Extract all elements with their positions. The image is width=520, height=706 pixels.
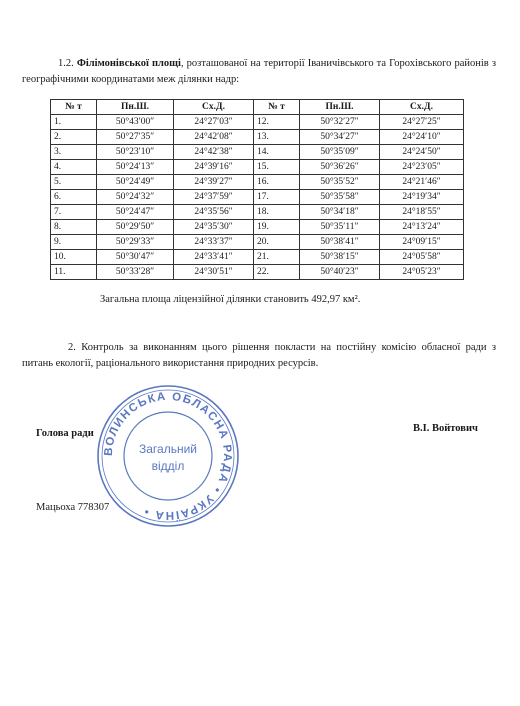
total-area: Загальна площа ліцензійної ділянки становить 492,97 км². [100,294,361,305]
table-row [51,160,464,175]
table-row [51,205,464,220]
point-number: 8. [51,220,97,235]
table-row [51,190,464,205]
latitude-cell: 50°24′47″ [97,205,174,220]
longitude-cell: 24°39′27″ [174,175,254,190]
header-point-number: № т [254,100,300,115]
table-row [51,265,464,280]
point-number: 5. [51,175,97,190]
latitude-cell: 50°24′13″ [97,160,174,175]
point-number: 7. [51,205,97,220]
longitude-cell: 24°13′24″ [380,220,464,235]
latitude-cell: 50°35′09″ [300,145,380,160]
point-number: 1. [51,115,97,130]
table-row [51,115,464,130]
longitude-cell: 24°24′50″ [380,145,464,160]
point-number: 17. [254,190,300,205]
latitude-cell: 50°38′15″ [300,250,380,265]
paragraph-2: 2. Контроль за виконанням цього рішення покласти на постійну комісію обласної ради з питань екології, раціонального використання природних ресурсів. [22,342,496,369]
longitude-cell: 24°27′25″ [380,115,464,130]
point-number: 4. [51,160,97,175]
longitude-cell: 24°24′10″ [380,130,464,145]
coordinates-table [50,99,464,280]
longitude-cell: 24°35′30″ [174,220,254,235]
table-row [51,145,464,160]
table-row [51,235,464,250]
official-seal [93,381,243,531]
longitude-cell: 24°39′16″ [174,160,254,175]
point-number: 6. [51,190,97,205]
point-number: 22. [254,265,300,280]
point-number: 12. [254,115,300,130]
latitude-cell: 50°27′35″ [97,130,174,145]
latitude-cell: 50°30′47″ [97,250,174,265]
header-longitude: Сх.Д. [174,100,254,115]
longitude-cell: 24°30′51″ [174,265,254,280]
longitude-cell: 24°35′56″ [174,205,254,220]
longitude-cell: 24°27′03″ [174,115,254,130]
latitude-cell: 50°29′50″ [97,220,174,235]
point-number: 19. [254,220,300,235]
longitude-cell: 24°42′08″ [174,130,254,145]
latitude-cell: 50°32′27″ [300,115,380,130]
header-latitude: Пн.Ш. [300,100,380,115]
longitude-cell: 24°23′05″ [380,160,464,175]
point-number: 20. [254,235,300,250]
table-body [51,115,464,280]
point-number: 18. [254,205,300,220]
longitude-cell: 24°05′58″ [380,250,464,265]
signature-label: Голова ради [36,428,94,439]
longitude-cell: 24°21′46″ [380,175,464,190]
longitude-cell: 24°09′15″ [380,235,464,250]
header-point-number: № т [51,100,97,115]
point-number: 2. [51,130,97,145]
longitude-cell: 24°33′41″ [174,250,254,265]
latitude-cell: 50°40′23″ [300,265,380,280]
point-number: 3. [51,145,97,160]
signatory-name: В.І. Войтович [413,423,478,434]
longitude-cell: 24°19′34″ [380,190,464,205]
latitude-cell: 50°24′32″ [97,190,174,205]
latitude-cell: 50°34′18″ [300,205,380,220]
point-number: 13. [254,130,300,145]
paragraph-1-2 [22,56,496,88]
latitude-cell: 50°23′10″ [97,145,174,160]
longitude-cell: 24°42′38″ [174,145,254,160]
longitude-cell: 24°33′37″ [174,235,254,250]
field-name: Філімонівської площі [76,58,181,69]
point-number: 15. [254,160,300,175]
header-latitude: Пн.Ш. [97,100,174,115]
header-longitude: Сх.Д. [380,100,464,115]
point-number: 10. [51,250,97,265]
latitude-cell: 50°43′00″ [97,115,174,130]
table-header-row [51,100,464,115]
latitude-cell: 50°33′28″ [97,265,174,280]
point-number: 14. [254,145,300,160]
table-row [51,130,464,145]
point-number: 9. [51,235,97,250]
latitude-cell: 50°24′49″ [97,175,174,190]
latitude-cell: 50°34′27″ [300,130,380,145]
table-row [51,220,464,235]
latitude-cell: 50°35′11″ [300,220,380,235]
svg-text:ВОЛИНСЬКА ОБЛАСНА РАДА • УКРАЇ: ВОЛИНСЬКА ОБЛАСНА РАДА • УКРАЇНА • [102,390,234,522]
longitude-cell: 24°05′23″ [380,265,464,280]
latitude-cell: 50°36′26″ [300,160,380,175]
point-number: 16. [254,175,300,190]
point-number: 21. [254,250,300,265]
latitude-cell: 50°29′33″ [97,235,174,250]
table-row [51,250,464,265]
latitude-cell: 50°38′41″ [300,235,380,250]
latitude-cell: 50°35′52″ [300,175,380,190]
point-number: 11. [51,265,97,280]
executor-contact: Мацьоха 778307 [36,502,110,513]
paragraph-number: 1.2. [58,58,74,69]
svg-text:відділ: відділ [151,459,185,473]
longitude-cell: 24°18′55″ [380,205,464,220]
svg-text:Загальний: Загальний [139,442,197,456]
longitude-cell: 24°37′59″ [174,190,254,205]
latitude-cell: 50°35′58″ [300,190,380,205]
table-row [51,175,464,190]
paragraph-rest: , розташованої на території Іваничівського та Горохівського районів з географічними координатами меж ділянки надр: [22,58,496,85]
